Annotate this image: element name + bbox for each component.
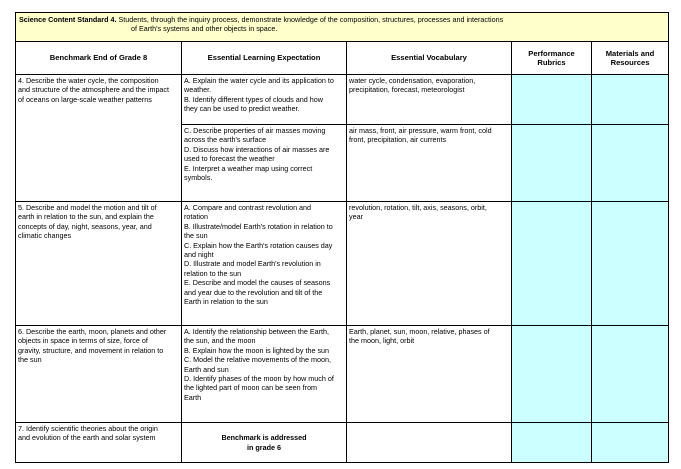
text-line: gravity, structure, and movement in relation to (18, 345, 164, 355)
text-line: 6. Describe the earth, moon, planets and other (18, 327, 167, 336)
rubrics-cell (512, 125, 592, 202)
addressed-line1: Benchmark is addressed (221, 433, 307, 443)
text-line: and year due to the revolution and tilt of the (184, 287, 323, 297)
materials-cell (592, 75, 669, 125)
header-materials-line1: Materials and (605, 48, 655, 58)
text-line: Earth, planet, sun, moon, relative, phases of (349, 327, 490, 336)
benchmark-cell (16, 326, 182, 423)
text-line: revolution, rotation, tilt, axis, seasons, orbit, (349, 203, 487, 212)
text-line: the sun (18, 355, 42, 365)
text-line: relation to the sun (184, 268, 242, 278)
header-materials-line2: Resources (610, 58, 650, 67)
text-line: across the earth's surface (184, 135, 267, 145)
text-line: climatic changes (18, 231, 72, 241)
text-line: A. Compare and contrast revolution and (184, 203, 312, 212)
text-line: weather. (184, 85, 212, 95)
benchmark-cell (16, 202, 182, 326)
expectation-cell (182, 202, 347, 326)
text-line: front, precipitation, air currents (349, 135, 447, 145)
materials-cell (592, 125, 669, 202)
text-line: A. Explain the water cycle and its application to (184, 76, 334, 85)
text-line: air mass, front, air pressure, warm front, cold (349, 126, 492, 135)
text-line: D. Discuss how interactions of air masses are (184, 144, 330, 154)
text-line: D. Identify phases of the moon by how much of (184, 374, 334, 384)
text-line: of oceans on large-scale weather patterns (18, 94, 152, 104)
text-line: D. Illustrate and model Earth's revolution in (184, 259, 321, 269)
standards-table (15, 12, 669, 463)
expectation-cell (182, 326, 347, 423)
text-line: earth in relation to the sun, and explain the (18, 212, 154, 222)
vocabulary-cell (347, 326, 512, 423)
text-line: symbols. (184, 173, 213, 183)
text-line: and night (184, 250, 214, 260)
text-line: concepts of day, night, seasons, year, and (18, 221, 152, 231)
text-line: E. Interpret a weather map using correct (184, 163, 313, 173)
standard-label: Science Content Standard 4. (19, 15, 117, 24)
text-line: 4. Describe the water cycle, the composition (18, 76, 159, 85)
text-line: A. Identify the relationship between the Earth, (184, 327, 330, 336)
standard-banner (16, 13, 669, 42)
vocabulary-cell (347, 202, 512, 326)
text-line: B. Explain how the moon is lighted by the sun (184, 345, 330, 355)
rubrics-cell (512, 75, 592, 125)
text-line: E. Describe and model the causes of seasons (184, 278, 331, 288)
text-line: 5. Describe and model the motion and tilt of (18, 203, 157, 212)
text-line: 7. Identify scientific theories about the origin (18, 424, 158, 433)
header-benchmark: Benchmark End of Grade 8 (16, 42, 182, 75)
header-rubrics-line2: Rubrics (537, 58, 566, 67)
rubrics-cell (512, 423, 592, 463)
table-row (16, 202, 669, 326)
text-line: Earth in relation to the sun (184, 297, 268, 307)
text-line: C. Describe properties of air masses moving (184, 126, 326, 135)
text-line: rotation (184, 212, 208, 222)
addressed-line2: in grade 6 (247, 442, 281, 452)
text-line: C. Explain how the Earth's rotation causes day (184, 240, 333, 250)
benchmark-cell (16, 75, 182, 202)
header-vocabulary: Essential Vocabulary (347, 42, 512, 75)
text-line: C. Model the relative movements of the moon, (184, 355, 332, 365)
vocabulary-cell (347, 423, 512, 463)
text-line: B. Identify different types of clouds and how (184, 94, 323, 104)
materials-cell (592, 202, 669, 326)
text-line: precipitation, forecast, meteorologist (349, 85, 465, 95)
header-rubrics-line1: Performance (528, 48, 575, 58)
rubrics-cell (512, 326, 592, 423)
text-line: water cycle, condensation, evaporation, (349, 76, 476, 85)
rubrics-cell (512, 202, 592, 326)
text-line: year (349, 212, 363, 222)
header-expectation: Essential Learning Expectation (182, 42, 347, 75)
text-line: the moon, light, orbit (349, 336, 415, 346)
benchmark-cell (16, 423, 182, 463)
text-line: B. Illustrate/model Earth's rotation in relation to (184, 221, 333, 231)
text-line: and evolution of the earth and solar system (18, 433, 156, 443)
text-line: they can be used to predict weather. (184, 104, 300, 114)
text-line: Earth and sun (184, 364, 229, 374)
vocabulary-cell (347, 75, 512, 125)
text-line: and structure of the atmosphere and the impact (18, 85, 170, 95)
table-row (16, 423, 669, 463)
standard-text-line2: of Earth's systems and other objects in space. (131, 24, 278, 34)
header-rubrics (512, 42, 592, 75)
materials-cell (592, 326, 669, 423)
table-row (16, 75, 669, 125)
expectation-cell (182, 125, 347, 202)
text-line: the sun, and the moon (184, 336, 256, 346)
vocabulary-cell (347, 125, 512, 202)
materials-cell (592, 423, 669, 463)
table-row (16, 326, 669, 423)
text-line: the sun (184, 231, 208, 241)
standard-text-line1: Students, through the inquiry process, demonstrate knowledge of the composition, structures, processes and interactions (118, 15, 504, 24)
text-line: Earth (184, 392, 202, 402)
text-line: objects in space in terms of size, force of (18, 336, 148, 346)
text-line: used to forecast the weather (184, 154, 275, 164)
text-line: the lighted part of moon can be seen from (184, 383, 318, 393)
expectation-cell (182, 75, 347, 125)
addressed-cell (182, 423, 347, 463)
header-materials (592, 42, 669, 75)
